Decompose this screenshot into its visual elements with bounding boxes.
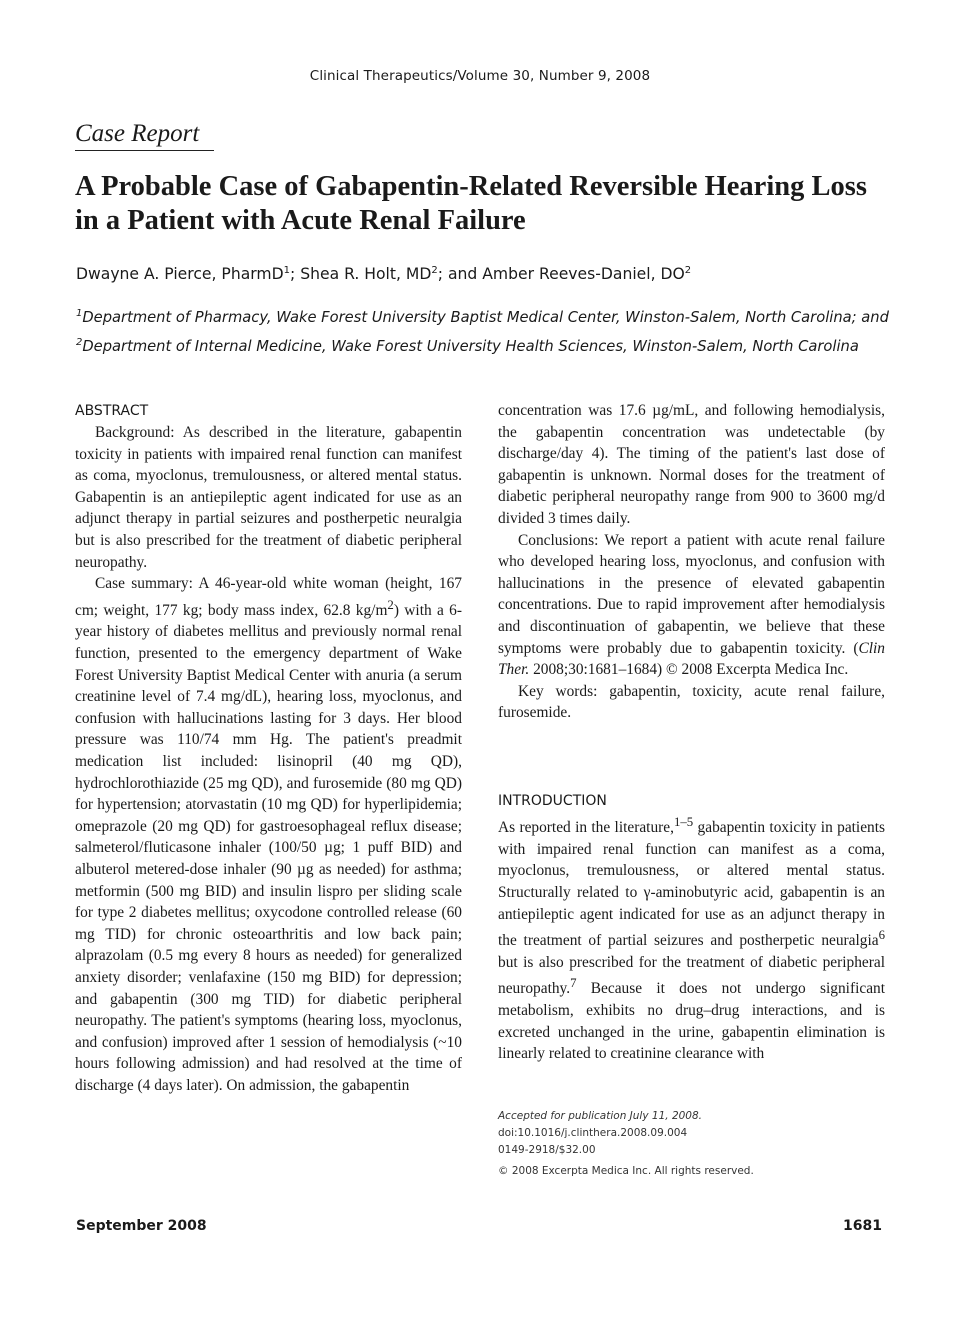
conclusions-label: Conclusions: — [518, 531, 599, 549]
publication-footnote — [498, 1108, 885, 1180]
introduction-text: but is also prescribed for the treatment of diabetic peripheral neuropathy. — [498, 953, 885, 998]
affiliation-text: Department of Pharmacy, Wake Forest University Baptist Medical Center, Winston-Salem, North Carolina; and — [82, 308, 889, 326]
author-name: Dwayne A. Pierce, PharmD — [76, 265, 284, 284]
author-affiliations — [76, 301, 891, 360]
abstract-background-paragraph — [75, 422, 462, 573]
background-text: As described in the literature, gabapentin toxicity in patients with impaired renal function can manifest as coma, myoclonus, tremulousness, or altered mental status. Gabapentin is an antiepileptic agent indicated for use as an adjunct therapy in partial seizures and postherpetic neuralgia but is also prescribed for the treatment of diabetic peripheral neuropathy. — [75, 424, 462, 571]
affiliation-marker: 1 — [76, 308, 83, 319]
introduction-heading: INTRODUCTION — [498, 793, 607, 809]
introduction-paragraph — [498, 812, 885, 1065]
section-type-label: Case Report — [75, 120, 214, 151]
reference-marker: 1–5 — [673, 815, 694, 829]
author-separator: ; — [289, 265, 301, 284]
author-affiliation-marker: 2 — [431, 265, 438, 276]
case-summary-text: A 46-year-old white woman (height, 167 cm; weight, 177 kg; body mass index, 62.8 kg/m — [75, 575, 462, 619]
reference-marker: 7 — [570, 976, 577, 991]
author-name: Amber Reeves-Daniel, DO — [482, 265, 685, 284]
case-summary-label: Case summary: — [95, 575, 193, 593]
author-name: Shea R. Holt, MD — [300, 265, 432, 284]
journal-running-header: Clinical Therapeutics/Volume 30, Number 9, 2008 — [309, 68, 651, 84]
abstract-heading: ABSTRACT — [75, 403, 149, 419]
author-list — [76, 265, 691, 283]
abstract-keywords-paragraph — [498, 681, 885, 724]
author-affiliation-marker: 1 — [283, 265, 290, 276]
author-separator: ; and — [437, 265, 483, 284]
abstract-case-summary-paragraph — [75, 573, 462, 1096]
issn-price: 0149-2918/$32.00 — [498, 1144, 596, 1156]
footer-date: September 2008 — [76, 1218, 207, 1234]
superscript: 2 — [387, 597, 394, 612]
affiliation-text: Department of Internal Medicine, Wake Forest University Health Sciences, Winston-Salem, North Carolina — [82, 338, 859, 356]
keywords-text: gabapentin, toxicity, acute renal failure, furosemide. — [498, 682, 885, 722]
copyright-notice: © 2008 Excerpta Medica Inc. All rights reserved. — [498, 1165, 754, 1177]
introduction-text: Because it does not undergo significant metabolism, exhibits no drug–drug interactions, and is excreted unchanged in the urine, gabapentin elimination is linearly related to creatinine clearance with — [498, 980, 885, 1063]
introduction-text: As reported in the literature, — [498, 819, 674, 837]
introduction-text: gabapentin toxicity in patients with impaired renal function can manifest as a coma, myoclonus, tremulousness, or altered mental status. Structurally related to γ-aminobutyric acid, gabapentin is an antiepileptic agent indicated for use as an adjunct therapy in the treatment of partial seizures and postherpetic neuralgia — [498, 819, 885, 950]
accepted-date: Accepted for publication July 11, 2008. — [498, 1110, 703, 1122]
abstract-column-continued — [498, 400, 885, 724]
conclusions-text: We report a patient with acute renal failure who developed hearing loss, myoclonus, and confusion with hallucinations in the presence of elevated gabapentin concentrations. Due to rapid improvement after hemodialysis and discontinuation of gabapentin, we believe that these symptoms were probably due to gabapentin toxicity. ( — [498, 531, 885, 657]
abstract-column — [75, 400, 462, 1097]
case-summary-text-continued: ) with a 6-year history of diabetes mellitus and previously normal renal function, presented to the emergency department of Wake Forest University Baptist Medical Center with anuria (a serum creatinine level of 7.4 mg/dL), hearing loss, myoclonus, and confusion with hallucinations lasting for 3 days. Her blood pressure was 110/74 mm Hg. The patient's preadmit medication list included: lisinopril (40 mg QD), hydrochlorothiazide (25 mg QD), and furosemide (80 mg QD) for hypertension; atorvastatin (10 mg QD) for hyperlipidemia; omeprazole (20 mg QD) for gastroesophageal reflux disease; salmeterol/fluticasone inhaler (100/50 µg; 1 puff BID) and albuterol metered-dose inhaler (90 µg as needed) for asthma; metformin (500 mg BID) and insulin lispro per sliding scale for type 2 diabetes mellitus; oxycodone controlled release (60 mg TID) for chronic osteoarthritis and low back pain; alprazolam (0.5 mg every 8 hours as needed) for generalized anxiety disorder; venlafaxine (150 mg BID) for depression; and gabapentin (300 mg TID) for diabetic peripheral neuropathy. The patient's symptoms (hearing loss, myoclonus, and confusion) improved after 1 session of hemodialysis (~10 hours following admission) and had resolved at the time of discharge (4 days later). On admission, the gabapentin — [75, 601, 462, 1094]
introduction-section — [498, 790, 885, 1065]
page-number: 1681 — [843, 1218, 882, 1234]
abstract-conclusions-paragraph — [498, 530, 885, 681]
affiliation-marker: 2 — [76, 337, 83, 349]
citation-details: 2008;30:1681–1684) © 2008 Excerpta Medica Inc. — [529, 661, 849, 679]
author-affiliation-marker: 2 — [684, 265, 692, 276]
doi: doi:10.1016/j.clinthera.2008.09.004 — [498, 1127, 688, 1139]
keywords-label: Key words: — [518, 682, 598, 700]
reference-marker: 6 — [878, 928, 885, 943]
article-title: A Probable Case of Gabapentin-Related Reversible Hearing Loss in a Patient with Acute Renal Failure — [75, 171, 867, 236]
background-label: Background: — [95, 424, 175, 441]
citation-journal: Clin Ther. — [498, 639, 885, 679]
abstract-case-summary-continuation: concentration was 17.6 µg/mL, and following hemodialysis, the gabapentin concentration was undetectable (by discharge/day 4). The timing of the patient's last dose of gabapentin is unknown. Normal doses for the treatment of diabetic peripheral neuropathy range from 900 to 3600 mg/d divided 3 times daily. — [498, 402, 885, 527]
